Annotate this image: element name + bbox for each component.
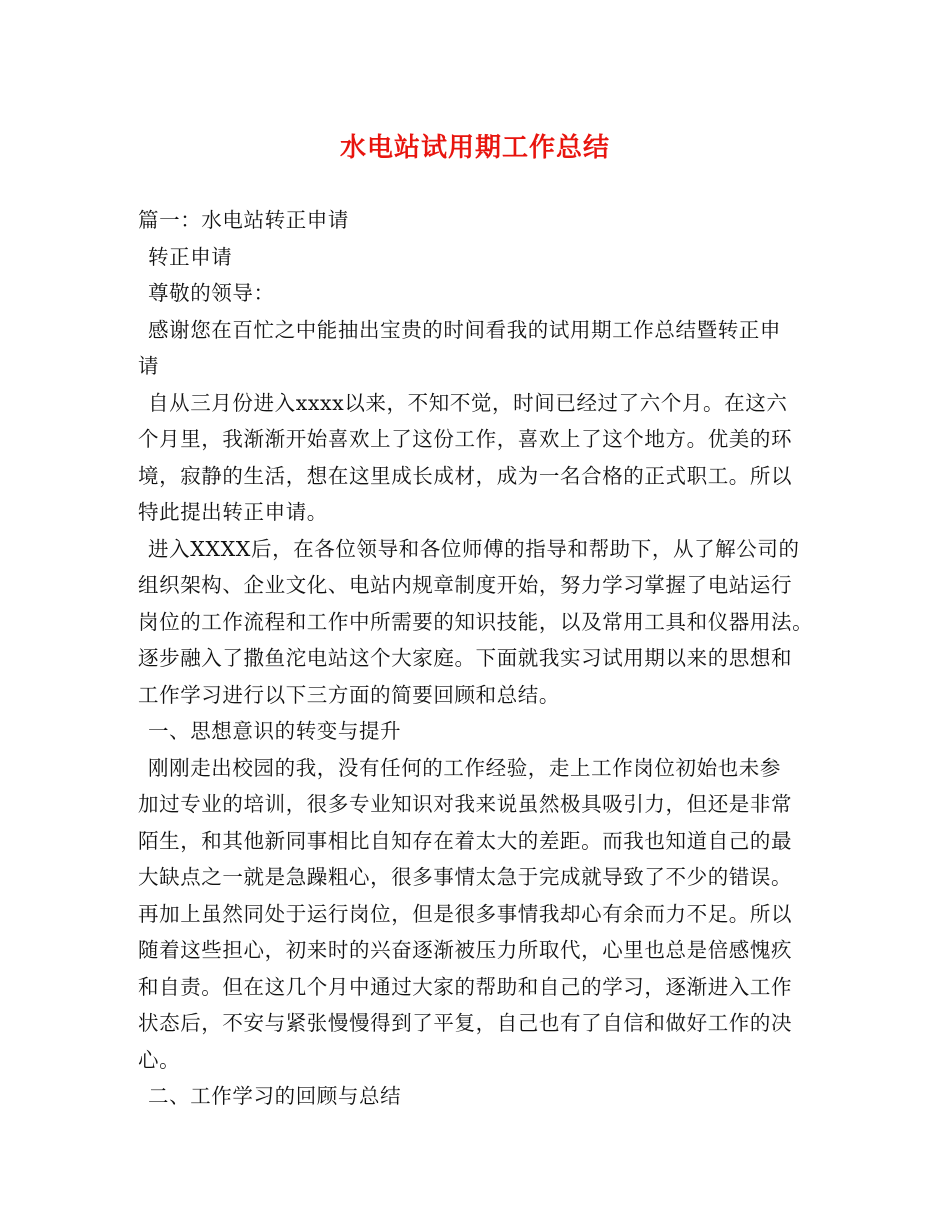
subheading: 转正申请	[148, 244, 233, 269]
paragraph-line: 特此提出转正申请。	[138, 500, 328, 524]
paragraph-line: 加过专业的培训，很多专业知识对我来说虽然极具吸引力，但还是非常	[138, 792, 793, 816]
paragraph-line: 陌生，和其他新同事相比自知存在着太大的差距。而我也知道自己的最	[138, 828, 793, 853]
paragraph-line: 刚刚走出校园的我，没有任何的工作经验，走上工作岗位初始也未参	[148, 755, 781, 780]
paragraph-line: 感谢您在百忙之中能抽出宝贵的时间看我的试用期工作总结暨转正申	[148, 317, 781, 342]
salutation: 尊敬的领导：	[148, 281, 275, 305]
paragraph-line: 和自责。但在这几个月中通过大家的帮助和自己的学习，逐渐进入工作	[138, 974, 793, 999]
paragraph-line: 个月里，我渐渐开始喜欢上了这份工作，喜欢上了这个地方。优美的环	[138, 427, 793, 451]
section-heading: 二、工作学习的回顾与总结	[148, 1084, 402, 1108]
paragraph-line: 随着这些担心，初来时的兴奋逐渐被压力所取代，心里也总是倍感愧疚	[138, 938, 793, 962]
paragraph-line: 进入XXXX后，在各位领导和各位师傅的指导和帮助下，从了解公司的	[148, 536, 800, 561]
paragraph-line: 状态后，不安与紧张慢慢得到了平复，自己也有了自信和做好工作的决	[138, 1011, 793, 1035]
section-heading: 一、思想意识的转变与提升	[148, 719, 402, 743]
paragraph-line: 逐步融入了撒鱼沱电站这个大家庭。下面就我实习试用期以来的思想和	[138, 646, 793, 670]
paragraph-line: 大缺点之一就是急躁粗心，很多事情太急于完成就导致了不少的错误。	[138, 865, 793, 889]
paragraph-line: 再加上虽然同处于运行岗位，但是很多事情我却心有余而力不足。所以	[138, 901, 793, 926]
section-heading: 篇一：水电站转正申请	[138, 208, 349, 232]
paragraph-line: 境，寂静的生活，想在这里成长成材，成为一名合格的正式职工。所以	[138, 463, 793, 488]
document-body	[138, 202, 818, 1115]
paragraph-line: 工作学习进行以下三方面的简要回顾和总结。	[138, 682, 560, 707]
paragraph-line: 自从三月份进入xxxx以来，不知不觉，时间已经过了六个月。在这六	[148, 390, 788, 415]
paragraph-line: 组织架构、企业文化、电站内规章制度开始，努力学习掌握了电站运行	[138, 573, 793, 597]
paragraph-line: 岗位的工作流程和工作中所需要的知识技能，以及常用工具和仪器用法。	[138, 609, 814, 634]
document-title: 水电站试用期工作总结	[339, 133, 610, 163]
paragraph-line: 请	[138, 354, 160, 378]
paragraph-line: 心。	[138, 1047, 181, 1072]
